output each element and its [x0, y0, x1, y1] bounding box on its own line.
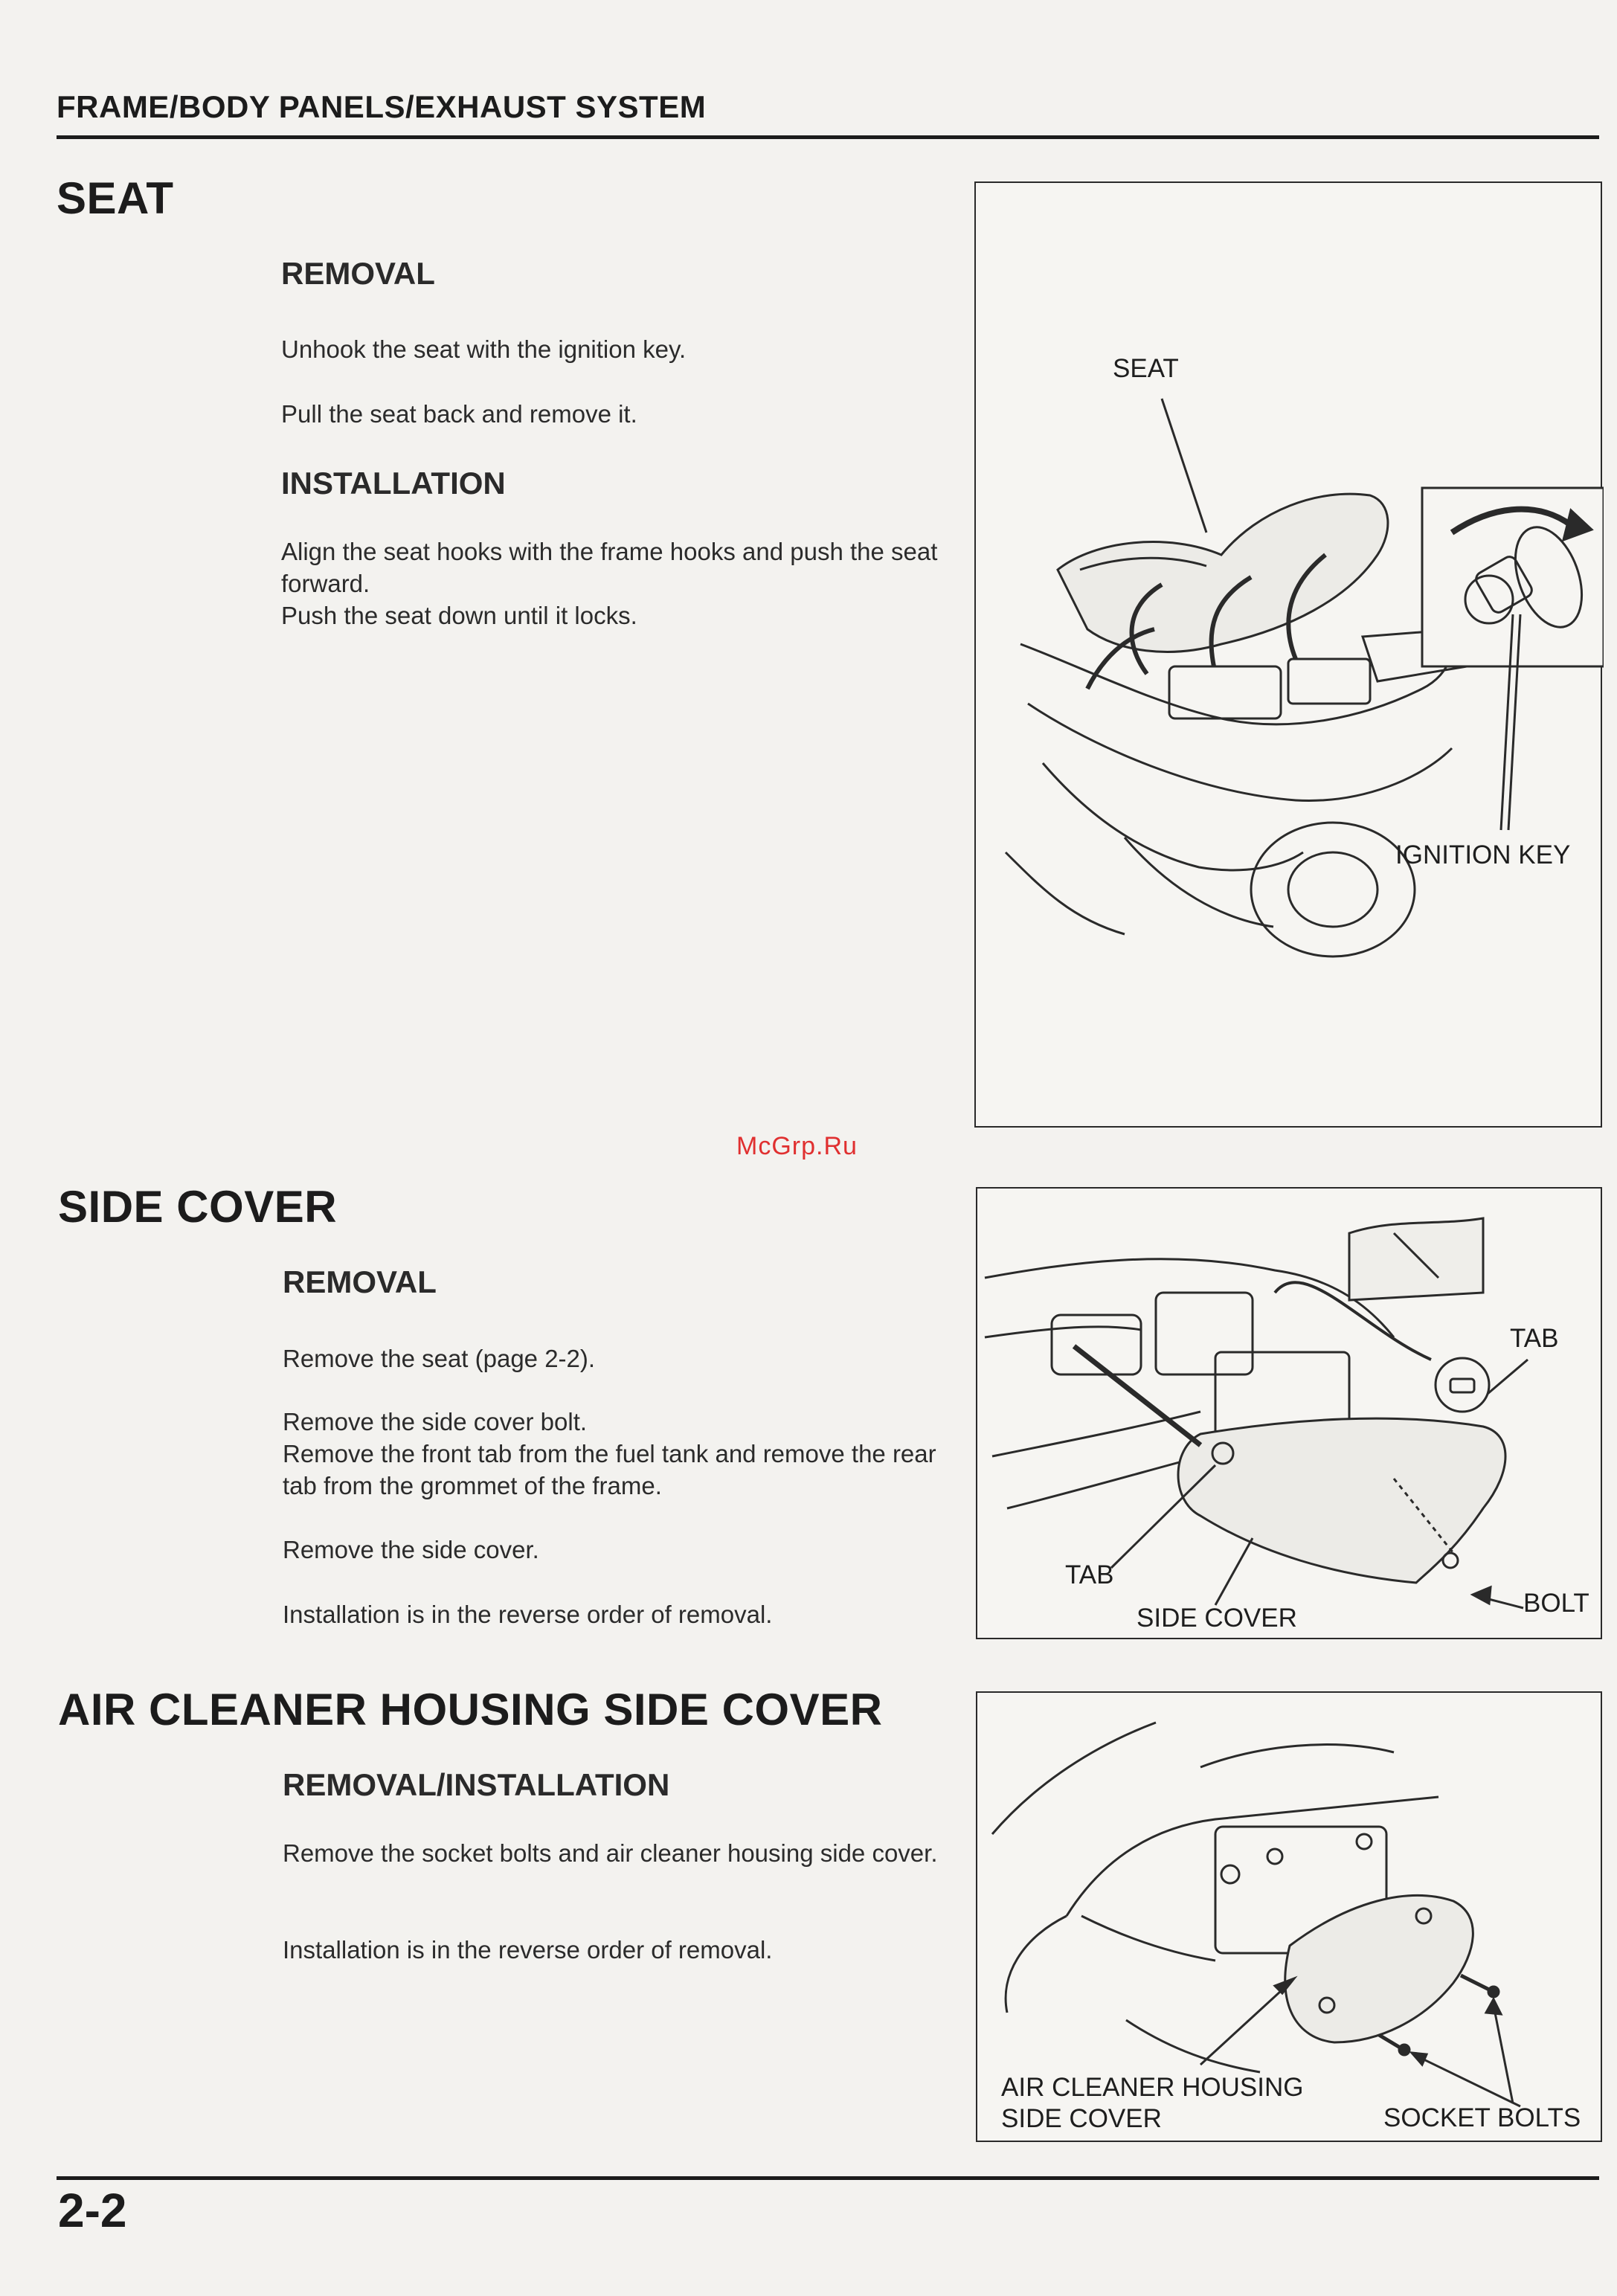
seat-figure	[974, 181, 1602, 1128]
section-header-title: FRAME/BODY PANELS/EXHAUST SYSTEM	[57, 89, 707, 124]
air-cleaner-cover-label-line2: SIDE COVER	[1001, 2104, 1162, 2133]
air-cleaner-title: AIR CLEANER HOUSING SIDE COVER	[58, 1685, 883, 1734]
side-cover-removal-heading: REMOVAL	[283, 1264, 437, 1299]
seat-installation-step-1: Align the seat hooks with the frame hooks and push the seat forward.	[281, 538, 938, 597]
air-cleaner-step-2: Installation is in the reverse order of removal.	[283, 1936, 773, 1964]
seat-label: SEAT	[1113, 354, 1179, 383]
air-cleaner-cover-label	[1001, 2072, 1303, 2135]
side-cover-step-2: Remove the side cover bolt.	[283, 1408, 588, 1435]
header-rule	[57, 135, 1599, 139]
seat-removal-step-2: Pull the seat back and remove it.	[281, 400, 637, 428]
tab-bottom-label: TAB	[1065, 1560, 1114, 1589]
watermark: McGrp.Ru	[736, 1132, 858, 1160]
side-cover-step-1: Remove the seat (page 2-2).	[283, 1345, 596, 1372]
seat-title: SEAT	[57, 173, 174, 223]
seat-illustration	[976, 183, 1604, 1129]
seat-installation-heading: INSTALLATION	[281, 466, 506, 501]
seat-removal-heading: REMOVAL	[281, 256, 435, 291]
socket-bolts-label: SOCKET BOLTS	[1383, 2103, 1581, 2132]
ignition-key-label: IGNITION KEY	[1395, 840, 1571, 869]
side-cover-figure	[976, 1187, 1602, 1639]
tab-top-label: TAB	[1510, 1324, 1559, 1353]
air-cleaner-step-1: Remove the socket bolts and air cleaner housing side cover.	[283, 1839, 938, 1867]
bolt-label: BOLT	[1523, 1589, 1589, 1618]
seat-removal-step-1: Unhook the seat with the ignition key.	[281, 335, 687, 363]
air-cleaner-heading: REMOVAL/INSTALLATION	[283, 1767, 670, 1802]
side-cover-step-3: Remove the front tab from the fuel tank and remove the rear tab from the grommet of the frame.	[283, 1440, 936, 1499]
side-cover-step-4: Remove the side cover.	[283, 1536, 539, 1563]
footer-rule	[57, 2176, 1599, 2180]
air-cleaner-cover-label-line1: AIR CLEANER HOUSING	[1001, 2073, 1304, 2102]
side-cover-label: SIDE COVER	[1137, 1604, 1297, 1633]
side-cover-step-5: Installation is in the reverse order of removal.	[283, 1601, 773, 1628]
page-number: 2-2	[58, 2184, 127, 2237]
air-cleaner-figure	[976, 1691, 1602, 2142]
side-cover-title: SIDE COVER	[58, 1182, 338, 1232]
seat-installation-step-2: Push the seat down until it locks.	[281, 602, 637, 629]
